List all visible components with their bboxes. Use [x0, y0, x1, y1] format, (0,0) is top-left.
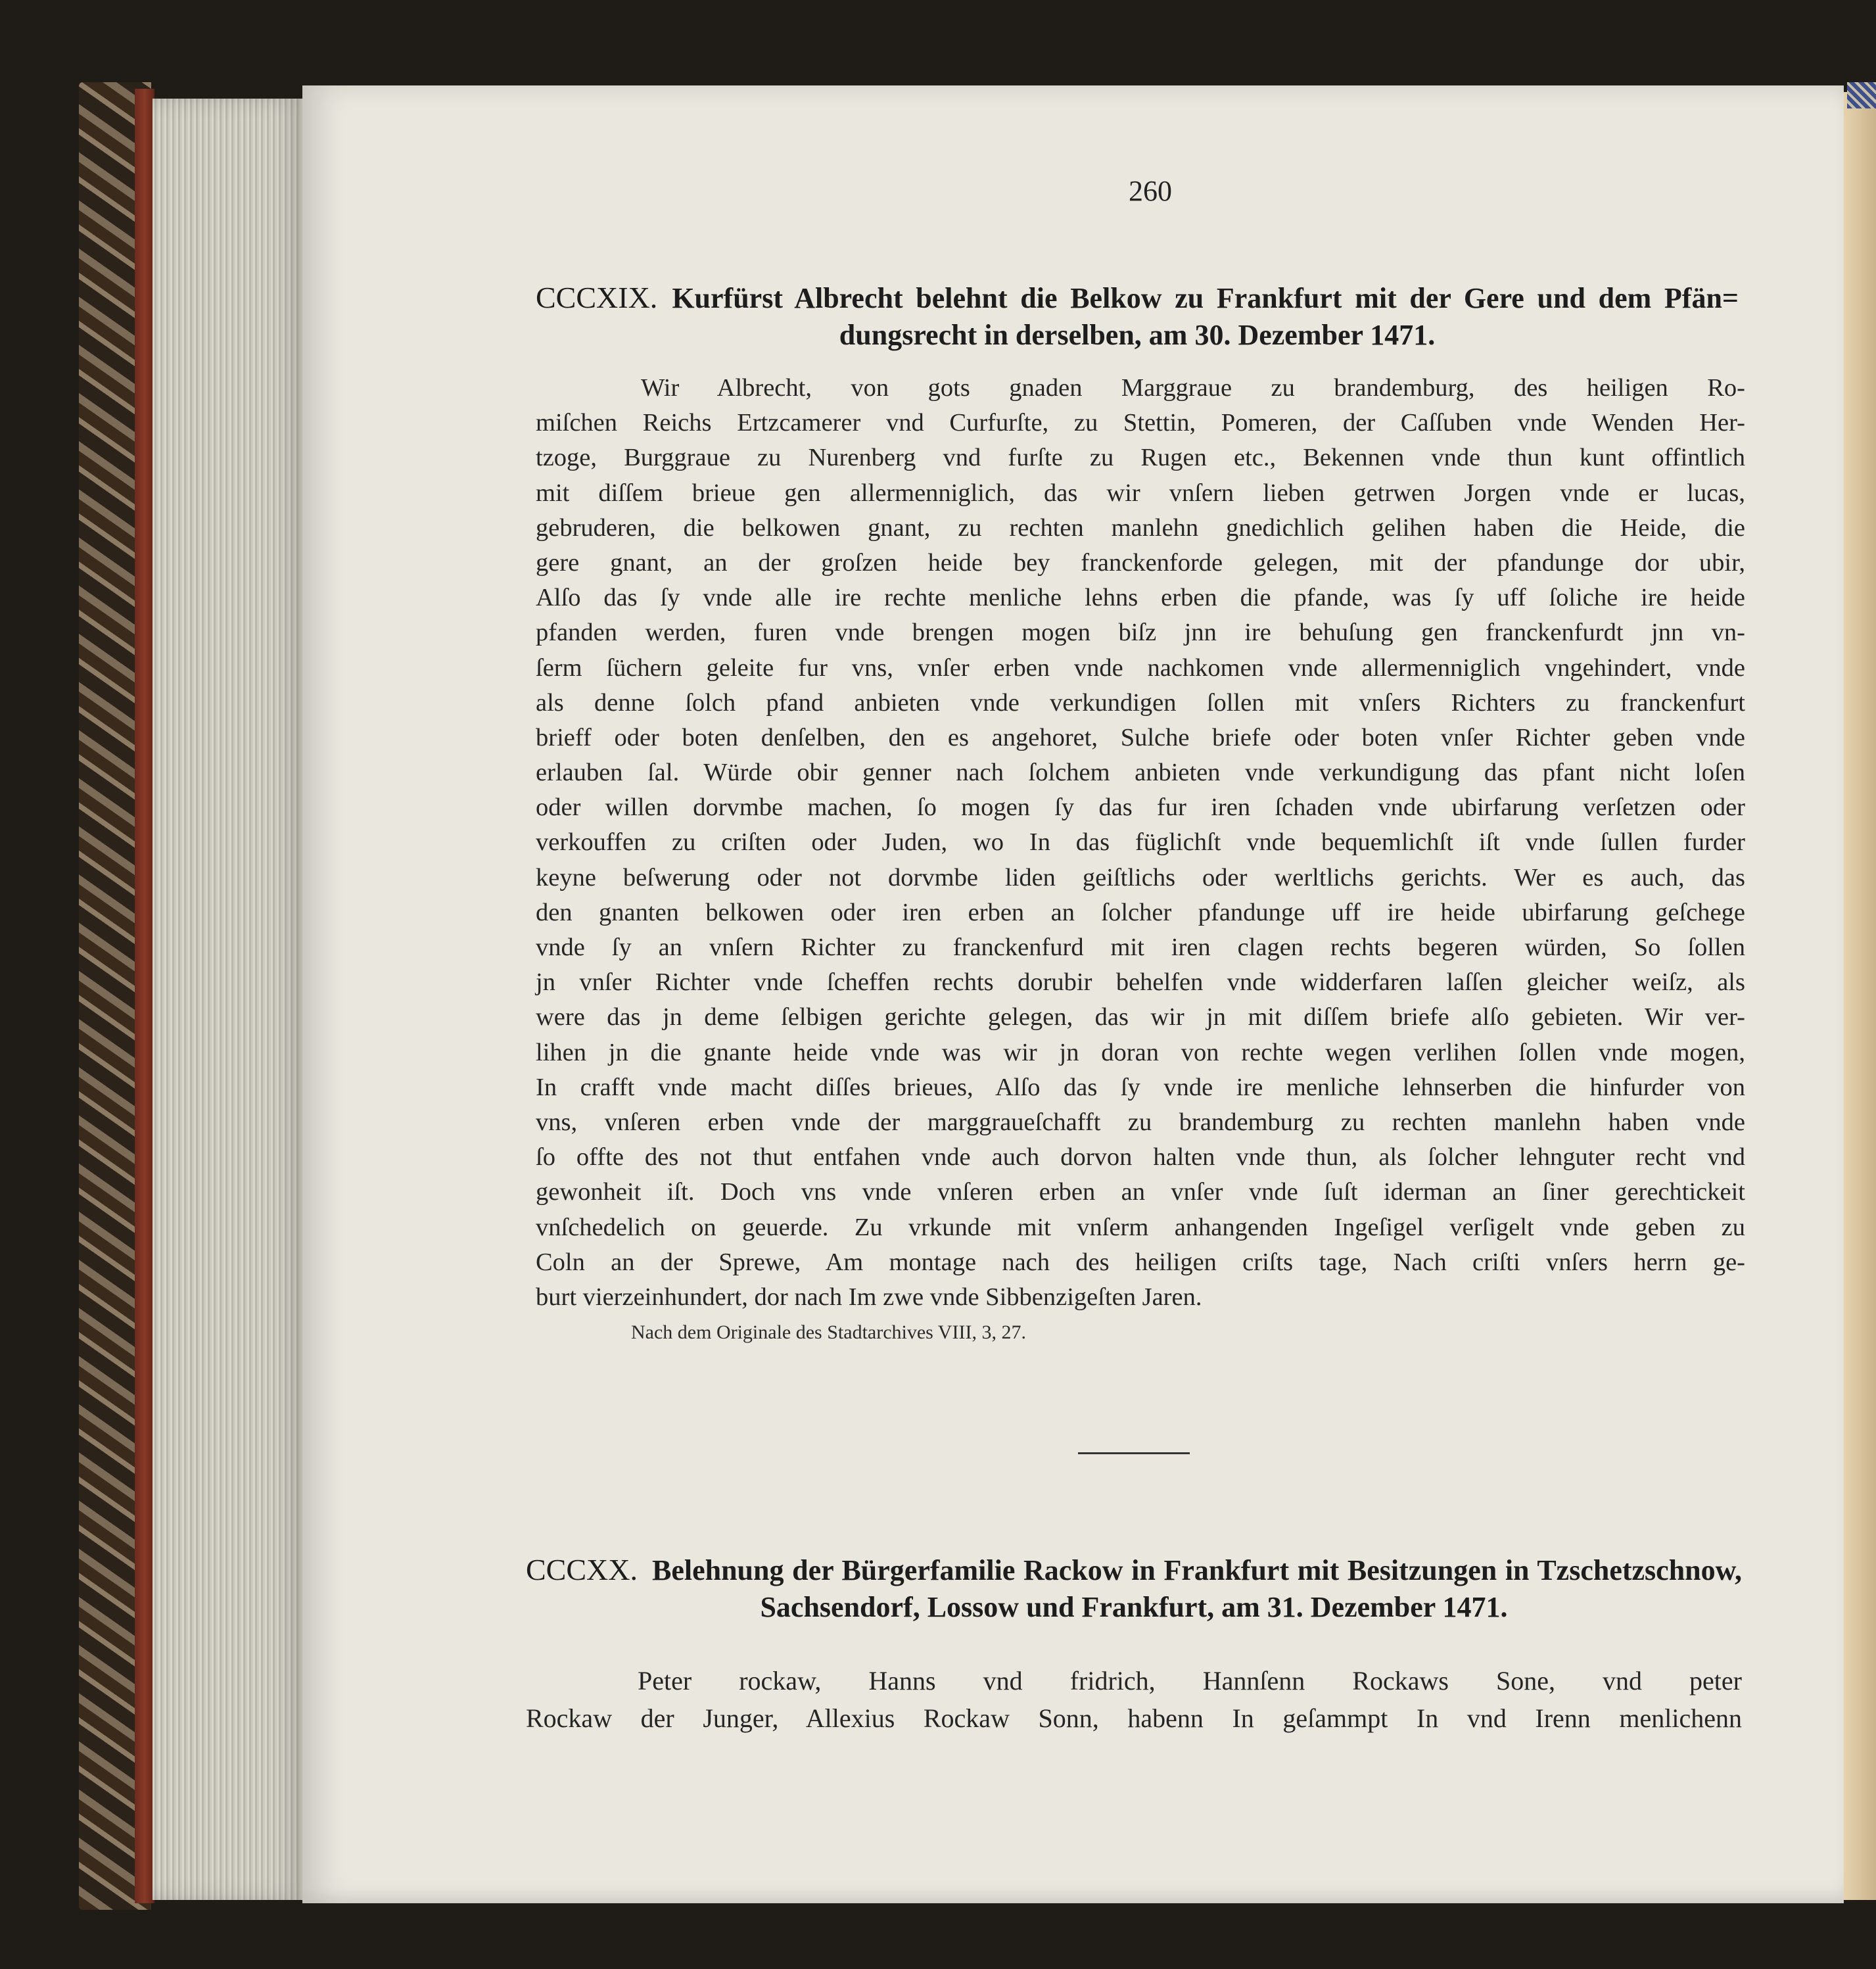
heading-1-line-2: dungsrecht in derselben, am 30. Dezember 1471.	[839, 319, 1436, 351]
heading-1-line-1	[536, 279, 1739, 317]
heading-2-line-1	[526, 1552, 1742, 1589]
doc1-text-line-23: ſo offte des not thut entfahen vnde auch dorvon halten vnde thun, als ſolcher lehnguter recht vnd	[536, 1143, 1745, 1172]
heading-2-title: Belehnung der Bürgerfamilie Rackow in Frankfurt mit Besitzungen in Tzschetzschnow,	[651, 1554, 1742, 1586]
doc1-text-line-17: vnde ſy an vnſern Richter zu franckenfurd mit iren clagen rechts begeren würden, So ſollen	[536, 934, 1745, 961]
doc1-text-line-19: were das jn deme ſelbigen gerichte gelegen, das wir jn mit diſſem briefe alſo gebieten. Wir ver-	[536, 1003, 1745, 1032]
doc1-text-line-25: vnſchedelich on geuerde. Zu vrkunde mit vnſerm anhangenden Ingeſigel verſigelt vnde geben zu	[536, 1213, 1745, 1241]
doc1-text-line-27: burt vierzeinhundert, dor nach Im zwe vnde Sibbenzigeſten Jaren.	[536, 1283, 1202, 1311]
doc1-text-line-7: Alſo das ſy vnde alle ire rechte menliche lehns erben die pfande, was ſy uff ſoliche ire heide	[536, 584, 1745, 612]
page-number: 260	[1129, 175, 1172, 207]
document-number-2: CCCXX.	[526, 1553, 638, 1586]
doc1-text-line-26: Coln an der Sprewe, Am montage nach des heiligen criſts tage, Nach criſti vnſers herrn ge-	[536, 1248, 1745, 1276]
doc1-text-line-20: lihen jn die gnante heide vnde was wir jn doran von rechte wegen verlihen ſollen vnde mogen,	[536, 1038, 1745, 1066]
page-edge-right	[1841, 92, 1876, 1900]
section-divider	[1078, 1452, 1190, 1454]
document-heading-1	[536, 279, 1739, 354]
doc1-text-line-9: ſerm ſüchern geleite fur vns, vnſer erben vnde nachkomen vnde allermenniglich vngehindert, vnde	[536, 653, 1745, 682]
doc1-text-line-24: gewonheit iſt. Doch vns vnde vnſeren erben an vnſer vnde ſuſt iderman an ſiner gerechtickeit	[536, 1178, 1745, 1206]
doc1-text-line-10: als denne ſolch pfand anbieten vnde verkundigen ſollen mit vnſers Richters zu franckenfurt	[536, 688, 1745, 717]
doc1-text-line-18: jn vnſer Richter vnde ſcheffen rechts dorubir behelfen vnde widderfaren laſſen gleicher weiſz, als	[536, 968, 1745, 997]
source-note: Nach dem Originale des Stadtarchives VIII, 3, 27.	[631, 1321, 1026, 1343]
doc1-text-line-14: verkouffen zu criſten oder Juden, wo In das füglichſt vnde bequemlichſt iſt vnde ſullen furder	[536, 828, 1745, 857]
book-spine	[135, 89, 154, 1903]
doc1-text-line-21: In crafft vnde macht diſſes brieues, Alſo das ſy vnde ire menliche lehnserben die hinfurder von	[536, 1073, 1745, 1101]
doc1-text-line-3: tzoge, Burggraue zu Nurenberg vnd furſte zu Rugen etc., Bekennen vnde thun kunt offintlich	[536, 444, 1745, 472]
doc1-text-line-6: gere gnant, an der groſzen heide bey franckenforde gelegen, mit der pfandunge dor ubir,	[536, 548, 1745, 577]
doc1-text-line-11: brieff oder boten denſelben, den es angehoret, Sulche briefe oder boten vnſer Richter geben vnde	[536, 723, 1745, 751]
document-1-body	[536, 371, 1745, 1315]
doc1-text-line-13: oder willen dorvmbe machen, ſo mogen ſy das fur iren ſchaden vnde ubirfarung verſetzen oder	[536, 794, 1745, 822]
doc1-text-line-1: Wir Albrecht, von gots gnaden Marggraue zu brandemburg, des heiligen Ro-	[641, 374, 1745, 402]
heading-2-line-2: Sachsendorf, Lossow und Frankfurt, am 31. Dezember 1471.	[760, 1591, 1508, 1623]
doc1-text-line-22: vns, vnſeren erben vnde der marggraueſchafft zu brandemburg zu rechten manlehn haben vnde	[536, 1108, 1745, 1136]
doc1-text-line-5: gebruderen, die belkowen gnant, zu rechten manlehn gnedichlich gelihen haben die Heide, die	[536, 513, 1745, 542]
doc1-text-line-8: pfanden werden, furen vnde brengen mogen biſz jnn ire behuſung gen franckenfurdt jnn vn-	[536, 619, 1745, 647]
doc1-text-line-12: erlauben ſal. Würde obir genner nach ſolchem anbieten vnde verkundigung das pfant nicht loſen	[536, 759, 1745, 787]
doc1-text-line-2: miſchen Reichs Ertzcamerer vnd Curfurſte, zu Stettin, Pomeren, der Caſſuben vnde Wenden Her-	[536, 409, 1745, 437]
document-heading-2	[526, 1552, 1742, 1626]
document-2-body	[526, 1662, 1742, 1737]
page-edges-left	[152, 99, 304, 1900]
heading-1-title: Kurfürst Albrecht belehnt die Belkow zu Frankfurt mit der Gere und dem Pfän=	[672, 282, 1739, 314]
doc1-text-line-16: den gnanten belkowen oder iren erben an ſolcher pfandunge uff ire heide ubirfarung geſchege	[536, 898, 1745, 926]
doc1-text-line-15: keyne beſwerung oder not dorvmbe liden geiſtlichs oder werltlichs gerichts. Wer es auch, das	[536, 863, 1745, 891]
doc1-text-line-4: mit diſſem brieue gen allermenniglich, das wir vnſern lieben getrwen Jorgen vnde er lucas,	[536, 479, 1745, 507]
doc2-text-line-2: Rockaw der Junger, Allexius Rockaw Sonn, habenn In geſammpt In vnd Irenn menlichenn	[526, 1703, 1742, 1733]
doc2-text-line-1: Peter rockaw, Hanns vnd fridrich, Hannſenn Rockaws Sone, vnd peter	[638, 1666, 1742, 1696]
document-number-1: CCCXIX.	[536, 281, 658, 314]
bookmark-ribbon	[1847, 82, 1876, 108]
